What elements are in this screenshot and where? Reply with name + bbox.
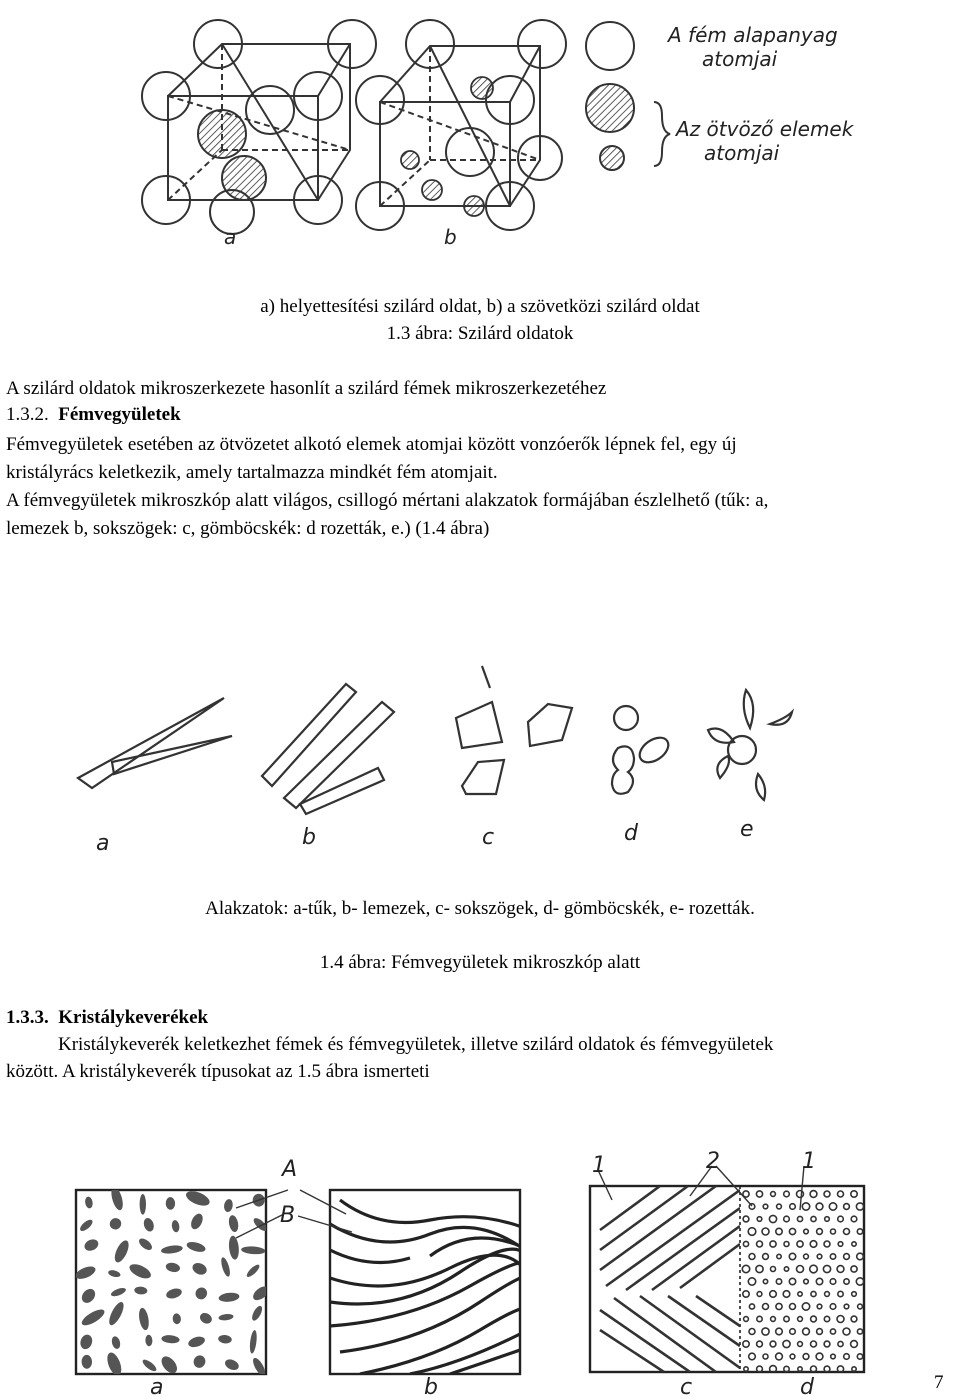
globular-particle bbox=[165, 1197, 175, 1210]
globular-particle bbox=[223, 1199, 234, 1213]
dot-particle bbox=[804, 1279, 809, 1284]
plate-shape bbox=[262, 684, 356, 786]
paragraph-solid-solutions: A szilárd oldatok mikroszerkezete hasonlít a szilárd fémek mikroszerkezetéhez bbox=[6, 378, 607, 399]
rosette-petal bbox=[708, 729, 734, 743]
globular-particle bbox=[137, 1236, 154, 1252]
section-heading-1-3-3 bbox=[6, 1005, 208, 1031]
globular-particle bbox=[251, 1284, 271, 1303]
fig15-label-a: a bbox=[150, 1375, 164, 1400]
section-heading-1-3-2 bbox=[6, 402, 181, 428]
globular-particle bbox=[191, 1261, 209, 1277]
dot-particle bbox=[856, 1278, 863, 1285]
dot-particle bbox=[777, 1204, 782, 1209]
dot-particle bbox=[798, 1292, 802, 1296]
dot-particle bbox=[802, 1303, 809, 1310]
dot-particle bbox=[776, 1353, 783, 1360]
dot-particle bbox=[852, 1367, 856, 1371]
dot-particle bbox=[830, 1254, 835, 1259]
globular-particle bbox=[220, 1256, 232, 1277]
dot-particle bbox=[857, 1229, 862, 1234]
dot-particle bbox=[830, 1329, 835, 1334]
dot-particle bbox=[844, 1204, 850, 1210]
dot-particle bbox=[770, 1291, 777, 1298]
globular-particle bbox=[172, 1313, 181, 1325]
dot-particle bbox=[817, 1329, 823, 1335]
dot-particle bbox=[851, 1341, 858, 1348]
fig14-label-e: e bbox=[740, 817, 754, 842]
globular-particle bbox=[218, 1334, 232, 1344]
globular-particle bbox=[81, 1355, 92, 1369]
dot-particle bbox=[790, 1329, 796, 1335]
globular-particle bbox=[165, 1262, 181, 1274]
fig15-label-b: b bbox=[424, 1375, 438, 1400]
dot-particle bbox=[843, 1328, 850, 1335]
legend-alloy-line2: atomjai bbox=[704, 141, 780, 165]
globular-particle bbox=[161, 1244, 184, 1255]
dot-particle bbox=[777, 1254, 781, 1258]
dot-particle bbox=[810, 1241, 817, 1248]
dot-particle bbox=[831, 1229, 836, 1234]
page-number: 7 bbox=[934, 1372, 944, 1393]
dot-particle bbox=[770, 1241, 776, 1247]
rosette-petal bbox=[717, 756, 729, 778]
dot-particle bbox=[762, 1228, 769, 1235]
dot-particle bbox=[856, 1203, 863, 1210]
globular-particle bbox=[171, 1220, 180, 1233]
globular-particle bbox=[107, 1216, 123, 1232]
dot-particle bbox=[816, 1278, 822, 1284]
globular-particle bbox=[245, 1263, 261, 1279]
fig15-label-2: 2 bbox=[706, 1149, 720, 1174]
dot-particle bbox=[769, 1215, 776, 1222]
dot-particle bbox=[804, 1229, 809, 1234]
dot-particle bbox=[844, 1304, 849, 1309]
globule-shape bbox=[612, 746, 634, 793]
polygon-shape bbox=[528, 704, 572, 746]
fig14-label-d: d bbox=[624, 821, 638, 846]
dot-particle bbox=[771, 1267, 776, 1272]
dot-particle bbox=[857, 1329, 862, 1334]
globular-particle bbox=[106, 1300, 126, 1327]
dot-particle bbox=[749, 1304, 754, 1309]
globular-particle bbox=[107, 1269, 121, 1278]
dot-particle bbox=[784, 1242, 789, 1247]
dot-particle bbox=[748, 1278, 755, 1285]
dot-particle bbox=[757, 1292, 762, 1297]
globular-particle bbox=[161, 1334, 180, 1344]
globular-particle bbox=[141, 1358, 158, 1373]
fig13-label-a: a bbox=[224, 225, 237, 249]
section-number: 1.3.2. bbox=[6, 404, 49, 425]
legend-alloy-small bbox=[600, 146, 624, 170]
dot-particle bbox=[798, 1367, 802, 1371]
dot-particle bbox=[811, 1216, 816, 1221]
dot-particle bbox=[776, 1279, 781, 1284]
dot-particle bbox=[784, 1191, 790, 1197]
dot-particle bbox=[763, 1354, 768, 1359]
dot-particle bbox=[744, 1367, 748, 1371]
dot-particle bbox=[776, 1228, 782, 1234]
dot-particle bbox=[844, 1279, 849, 1284]
dot-particle bbox=[790, 1204, 796, 1210]
globular-particle bbox=[165, 1287, 183, 1300]
globular-particle bbox=[223, 1357, 240, 1372]
section-title: Fémvegyületek bbox=[58, 404, 181, 425]
dot-particle bbox=[797, 1266, 804, 1273]
globular-particle bbox=[241, 1246, 266, 1255]
sec132-line1: Fémvegyületek esetében az ötvözetet alkotó elemek atomjai között vonzóerők lépnek fel, egy új bbox=[6, 434, 737, 455]
dot-particle bbox=[776, 1303, 782, 1309]
dot-particle bbox=[798, 1317, 803, 1322]
dot-particle bbox=[797, 1191, 804, 1198]
dot-particle bbox=[763, 1279, 767, 1283]
globular-particle bbox=[184, 1188, 212, 1208]
globular-particle bbox=[79, 1286, 98, 1305]
section-title: Kristálykeverékek bbox=[58, 1007, 209, 1028]
figure-1-5-structures bbox=[0, 1120, 960, 1400]
fig14-label-a: a bbox=[96, 831, 110, 856]
fig14-label-b: b bbox=[302, 825, 316, 850]
dot-particle bbox=[830, 1279, 836, 1285]
globular-particle bbox=[186, 1240, 207, 1254]
legend-base-line2: atomjai bbox=[702, 47, 778, 71]
dot-particle bbox=[816, 1203, 823, 1210]
dot-particle bbox=[748, 1228, 756, 1236]
dot-particle bbox=[763, 1204, 768, 1209]
dot-particle bbox=[844, 1229, 850, 1235]
dot-particle bbox=[851, 1216, 857, 1222]
dot-particle bbox=[825, 1217, 830, 1222]
fig15-label-1b: 1 bbox=[802, 1149, 816, 1174]
dot-particle bbox=[771, 1192, 776, 1197]
dot-particle bbox=[851, 1316, 857, 1322]
dot-particle bbox=[838, 1341, 843, 1346]
globular-particle bbox=[138, 1307, 151, 1331]
dot-particle bbox=[790, 1304, 796, 1310]
dot-particle bbox=[830, 1304, 836, 1310]
globular-particle bbox=[218, 1292, 240, 1303]
dot-particle bbox=[824, 1341, 830, 1347]
dot-particle bbox=[838, 1216, 844, 1222]
section-number: 1.3.3. bbox=[6, 1007, 49, 1028]
alloy-atom bbox=[198, 110, 246, 158]
dot-particle bbox=[789, 1228, 795, 1234]
globular-particle bbox=[228, 1235, 240, 1260]
structure-a-frame bbox=[76, 1190, 266, 1374]
dot-particle bbox=[803, 1354, 809, 1360]
fig13-caption-line2: 1.3 ábra: Szilárd oldatok bbox=[386, 323, 574, 344]
fig13-label-b: b bbox=[444, 225, 457, 249]
legend-alloy-large bbox=[586, 84, 634, 132]
dot-particle bbox=[816, 1353, 823, 1360]
dot-particle bbox=[838, 1291, 843, 1296]
dot-particle bbox=[757, 1341, 763, 1347]
sec132-line4: lemezek b, sokszögek: c, gömböcskék: d rozetták, e.) (1.4 ábra) bbox=[6, 518, 490, 539]
globular-particle bbox=[110, 1335, 121, 1349]
dot-particle bbox=[824, 1191, 830, 1197]
globular-particle bbox=[112, 1238, 131, 1264]
globular-particle bbox=[250, 1304, 264, 1322]
dot-particle bbox=[825, 1292, 830, 1297]
dot-particle bbox=[851, 1191, 857, 1197]
structure-cd-frame bbox=[590, 1186, 864, 1372]
dot-particle bbox=[757, 1241, 763, 1247]
dot-particle bbox=[851, 1266, 857, 1272]
dot-particle bbox=[757, 1217, 762, 1222]
dot-particle bbox=[838, 1242, 843, 1247]
dot-particle bbox=[762, 1328, 769, 1335]
fig14-label-c: c bbox=[482, 825, 495, 850]
alloy-atom bbox=[222, 156, 266, 200]
dot-particle bbox=[803, 1328, 810, 1335]
dot-particle bbox=[742, 1265, 749, 1272]
globule-shape bbox=[635, 733, 673, 768]
dot-particle bbox=[824, 1316, 829, 1321]
needle-shape bbox=[112, 736, 232, 774]
dot-particle bbox=[763, 1254, 769, 1260]
globular-particle bbox=[134, 1286, 148, 1295]
dot-particle bbox=[811, 1291, 816, 1296]
dot-particle bbox=[857, 1354, 862, 1359]
dot-particle bbox=[810, 1265, 818, 1273]
globular-particle bbox=[78, 1218, 94, 1233]
dot-particle bbox=[852, 1292, 857, 1297]
dot-particle bbox=[763, 1304, 769, 1310]
dot-particle bbox=[823, 1265, 830, 1272]
dot-particle bbox=[789, 1278, 795, 1284]
dot-particle bbox=[756, 1265, 763, 1272]
dot-particle bbox=[824, 1241, 830, 1247]
dot-particle bbox=[797, 1241, 803, 1247]
dot-particle bbox=[749, 1353, 756, 1360]
dot-particle bbox=[783, 1291, 790, 1298]
dot-particle bbox=[743, 1241, 748, 1246]
globular-particle bbox=[145, 1335, 153, 1347]
dot-particle bbox=[810, 1191, 817, 1198]
dot-particle bbox=[802, 1203, 809, 1210]
dot-particle bbox=[743, 1216, 749, 1222]
dot-particle bbox=[784, 1216, 790, 1222]
globular-particle bbox=[189, 1212, 205, 1231]
fig13-caption-line1: a) helyettesítési szilárd oldat, b) a szövetközi szilárd oldat bbox=[260, 296, 700, 317]
figure-1-4-shapes bbox=[0, 600, 960, 870]
dot-particle bbox=[858, 1304, 863, 1309]
legend-base-line1: A fém alapanyag bbox=[668, 23, 838, 47]
fig15-label-1: 1 bbox=[592, 1153, 606, 1178]
dot-particle bbox=[817, 1254, 822, 1259]
dot-particle bbox=[811, 1316, 817, 1322]
dot-particle bbox=[789, 1253, 795, 1259]
dot-particle bbox=[757, 1316, 762, 1321]
globular-particle bbox=[249, 1330, 258, 1354]
fig15-label-B: B bbox=[280, 1203, 296, 1228]
dot-particle bbox=[749, 1254, 755, 1260]
globular-particle bbox=[228, 1214, 240, 1232]
globular-particle bbox=[80, 1307, 107, 1329]
dot-particle bbox=[790, 1354, 795, 1359]
globular-particle bbox=[187, 1335, 206, 1349]
sec133-line1: Kristálykeverék keletkezhet fémek és fémvegyületek, illetve szilárd oldatok és fémvegyületek bbox=[58, 1034, 774, 1055]
dot-particle bbox=[797, 1216, 802, 1221]
globular-particle bbox=[192, 1354, 207, 1370]
globular-particle bbox=[84, 1196, 93, 1209]
dot-particle bbox=[749, 1329, 755, 1335]
figure-1-3-lattice bbox=[0, 0, 960, 250]
polygon-shape bbox=[462, 760, 504, 794]
globular-particle bbox=[127, 1261, 153, 1281]
globular-particle bbox=[110, 1286, 127, 1298]
dot-particle bbox=[744, 1317, 749, 1322]
dot-particle bbox=[743, 1291, 749, 1297]
sec132-line2: kristályrács keletkezik, amely tartalmazza mindkét fém atomjait. bbox=[6, 462, 498, 483]
dot-particle bbox=[837, 1266, 844, 1273]
globular-particle bbox=[74, 1264, 97, 1281]
polygon-shape bbox=[456, 702, 502, 748]
sec132-line3: A fémvegyületek mikroszkóp alatt világos, csillogó mértani alakzatok formájában észlelhető (tűk: a, bbox=[6, 490, 769, 511]
fig14-caption-line1: Alakzatok: a-tűk, b- lemezek, c- sokszögek, d- gömböcskék, e- rozetták. bbox=[205, 898, 755, 919]
dot-particle bbox=[857, 1253, 864, 1260]
rosette-petal bbox=[756, 774, 765, 800]
fig15-label-A: A bbox=[282, 1157, 298, 1182]
fig14-caption-line2: 1.4 ábra: Fémvegyületek mikroszkóp alatt bbox=[319, 952, 641, 973]
dot-particle bbox=[831, 1354, 836, 1359]
dot-particle bbox=[798, 1342, 803, 1347]
globular-particle bbox=[193, 1285, 209, 1301]
dot-particle bbox=[756, 1191, 762, 1197]
dot-particle bbox=[783, 1340, 790, 1347]
dot-particle bbox=[817, 1229, 823, 1235]
dot-particle bbox=[837, 1316, 844, 1323]
dot-particle bbox=[852, 1242, 856, 1246]
globular-particle bbox=[140, 1194, 146, 1215]
dot-particle bbox=[784, 1267, 788, 1271]
dot-particle bbox=[844, 1354, 850, 1360]
fig15-label-d: d bbox=[800, 1375, 814, 1400]
dot-particle bbox=[838, 1191, 844, 1197]
globular-particle bbox=[83, 1237, 101, 1253]
dot-particle bbox=[844, 1254, 850, 1260]
globular-particle bbox=[198, 1311, 214, 1326]
legend-base-atom bbox=[586, 22, 634, 70]
globule-shape bbox=[614, 706, 638, 730]
fig15-label-c: c bbox=[680, 1375, 693, 1400]
globular-particle bbox=[159, 1354, 181, 1376]
rosette-petal bbox=[770, 712, 792, 725]
dot-particle bbox=[784, 1316, 789, 1321]
sec133-line2: között. A kristálykeverék típusokat az 1.5 ábra ismerteti bbox=[6, 1061, 430, 1082]
legend-alloy-line1: Az ötvöző elemek bbox=[676, 117, 854, 141]
dot-particle bbox=[804, 1254, 809, 1259]
dot-particle bbox=[817, 1304, 822, 1309]
globular-particle bbox=[218, 1313, 234, 1321]
dot-particle bbox=[829, 1203, 836, 1210]
dot-particle bbox=[811, 1341, 817, 1347]
dot-particle bbox=[770, 1341, 776, 1347]
globular-particle bbox=[142, 1217, 155, 1233]
dot-particle bbox=[743, 1341, 749, 1347]
rosette-petal bbox=[744, 690, 753, 728]
dot-particle bbox=[771, 1317, 776, 1322]
globular-particle bbox=[79, 1333, 94, 1351]
dot-particle bbox=[776, 1328, 783, 1335]
